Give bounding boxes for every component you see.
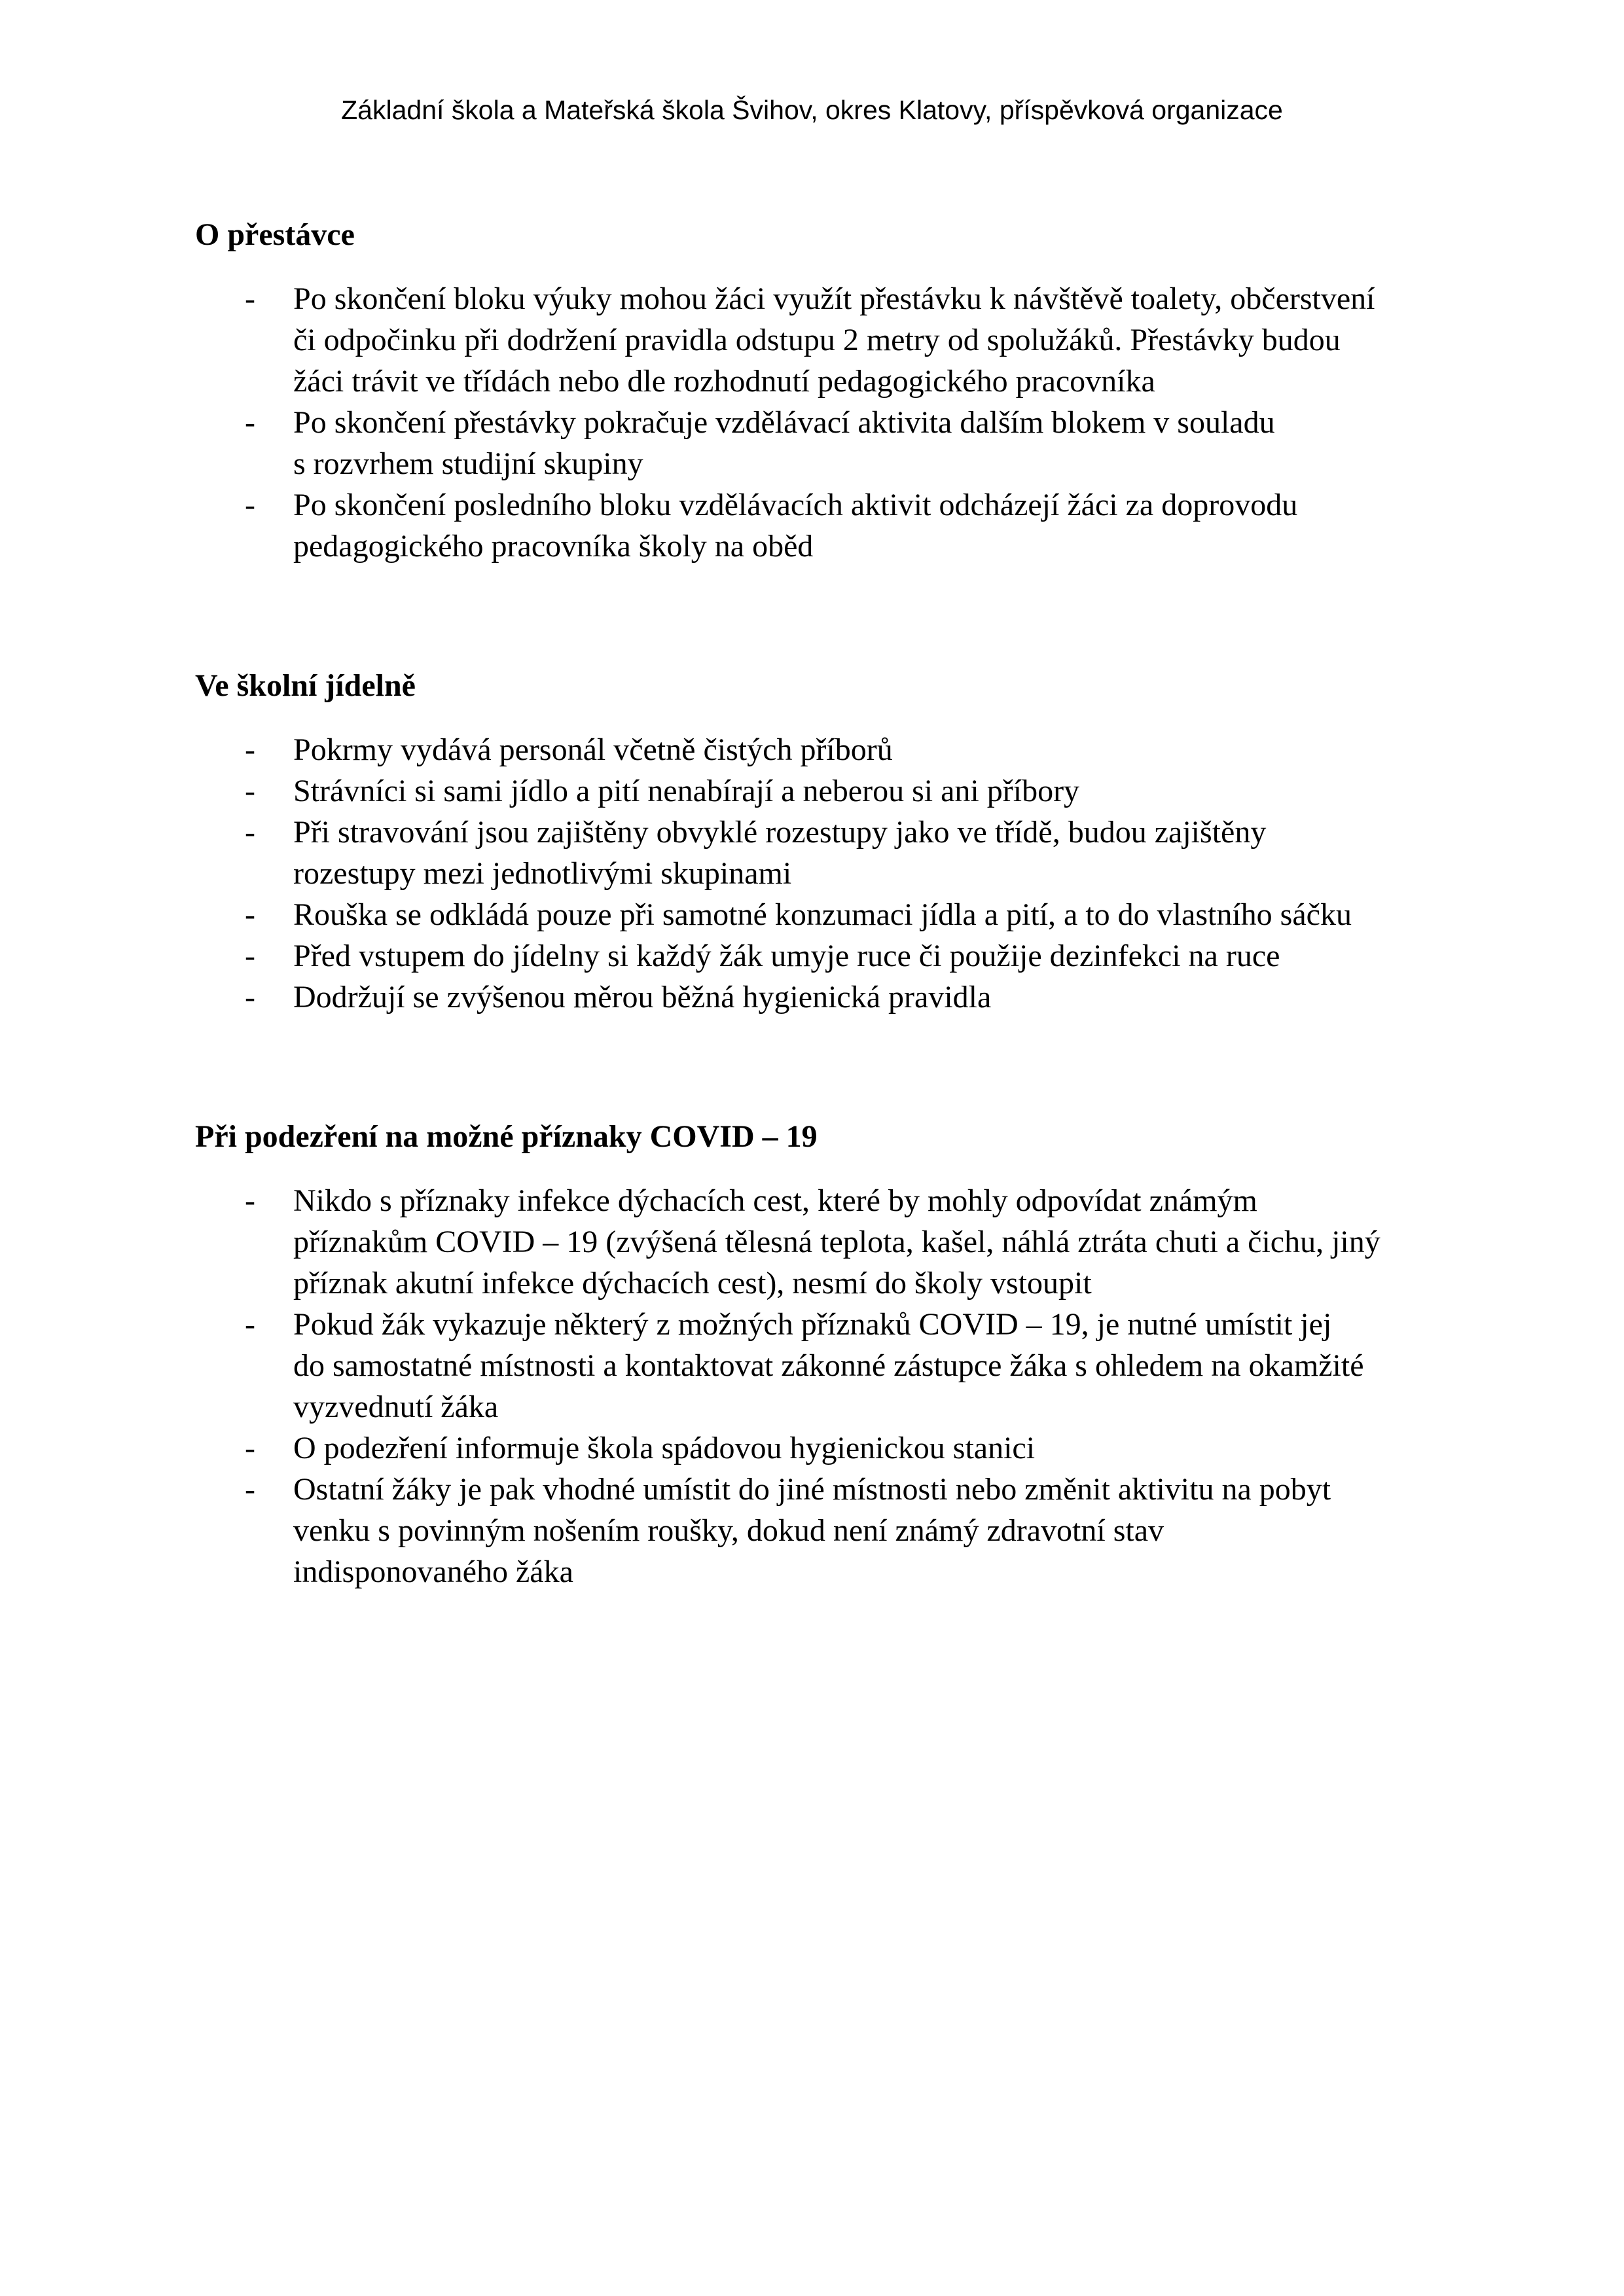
item-line: Pokrmy vydává personál včetně čistých příborů [293, 732, 893, 767]
bullet-list [195, 278, 1478, 567]
item-line: Dodržují se zvýšenou měrou běžná hygienická pravidla [293, 980, 992, 1014]
document-body [195, 214, 1478, 1691]
bullet-dash: - [245, 774, 255, 808]
item-line: Při stravování jsou zajištěny obvyklé rozestupy jako ve třídě, budou zajištěny [293, 815, 1267, 850]
bullet-dash: - [245, 1472, 255, 1507]
item-line: Po skončení bloku výuky mohou žáci využít přestávku k návštěvě toalety, občerstvení [293, 281, 1375, 316]
bullet-dash: - [245, 1431, 255, 1465]
bullet-dash: - [245, 732, 255, 767]
bullet-dash: - [245, 1183, 255, 1218]
item-line: do samostatné místnosti a kontaktovat zákonné zástupce žáka s ohledem na okamžité [293, 1348, 1364, 1383]
item-line: indisponovaného žáka [293, 1554, 573, 1589]
item-line: rozestupy mezi jednotlivými skupinami [293, 856, 792, 891]
bullet-dash: - [245, 815, 255, 850]
item-line: s rozvrhem studijní skupiny [293, 446, 643, 481]
section-title: Ve školní jídelně [195, 668, 416, 703]
item-line: Rouška se odkládá pouze při samotné konzumaci jídla a pití, a to do vlastního sáčku [293, 897, 1352, 932]
item-line: pedagogického pracovníka školy na oběd [293, 529, 814, 564]
item-line: Nikdo s příznaky infekce dýchacích cest, které by mohly odpovídat známým [293, 1183, 1257, 1218]
section-title: Při podezření na možné příznaky COVID – 19 [195, 1119, 818, 1154]
list-item [195, 278, 1478, 402]
item-line: Strávníci si sami jídlo a pití nenabírají a neberou si ani příbory [293, 774, 1080, 808]
section-podezreni-covid [195, 1116, 1478, 1592]
item-line: Po skončení přestávky pokračuje vzdělávací aktivita dalším blokem v souladu [293, 405, 1275, 440]
list-item [195, 1180, 1478, 1304]
list-item [195, 729, 1478, 770]
list-item [195, 894, 1478, 935]
bullet-dash: - [245, 1307, 255, 1342]
bullet-dash: - [245, 980, 255, 1014]
bullet-list [195, 1180, 1478, 1592]
bullet-dash: - [245, 405, 255, 440]
item-line: O podezření informuje škola spádovou hygienickou stanici [293, 1431, 1036, 1465]
list-item [195, 1469, 1478, 1592]
list-item [195, 977, 1478, 1018]
item-line: venku s povinným nošením roušky, dokud není známý zdravotní stav [293, 1513, 1164, 1548]
bullet-list [195, 729, 1478, 1018]
item-line: vyzvednutí žáka [293, 1390, 499, 1424]
page-header: Základní škola a Mateřská škola Švihov, okres Klatovy, příspěvková organizace [341, 95, 1283, 125]
list-item [195, 484, 1478, 567]
list-item [195, 770, 1478, 812]
item-line: příznak akutní infekce dýchacích cest), nesmí do školy vstoupit [293, 1266, 1092, 1300]
list-item [195, 935, 1478, 977]
list-item [195, 1427, 1478, 1469]
item-line: či odpočinku při dodržení pravidla odstupu 2 metry od spolužáků. Přestávky budou [293, 323, 1341, 357]
list-item [195, 1304, 1478, 1427]
list-item [195, 812, 1478, 894]
item-line: Po skončení posledního bloku vzdělávacích aktivit odcházejí žáci za doprovodu [293, 488, 1298, 522]
item-line: Ostatní žáky je pak vhodné umístit do jiné místnosti nebo změnit aktivitu na pobyt [293, 1472, 1331, 1507]
item-line: příznakům COVID – 19 (zvýšená tělesná teplota, kašel, náhlá ztráta chuti a čichu, jiný [293, 1225, 1380, 1259]
bullet-dash: - [245, 897, 255, 932]
section-title: O přestávce [195, 217, 355, 252]
item-line: Před vstupem do jídelny si každý žák umyje ruce či použije dezinfekci na ruce [293, 939, 1280, 973]
section-ve-skolni-jidelne [195, 665, 1478, 1018]
item-line: Pokud žák vykazuje některý z možných příznaků COVID – 19, je nutné umístit jej [293, 1307, 1332, 1342]
item-line: žáci trávit ve třídách nebo dle rozhodnutí pedagogického pracovníka [293, 364, 1155, 399]
bullet-dash: - [245, 488, 255, 522]
bullet-dash: - [245, 281, 255, 316]
list-item [195, 402, 1478, 484]
section-o-prestavce [195, 214, 1478, 567]
bullet-dash: - [245, 939, 255, 973]
